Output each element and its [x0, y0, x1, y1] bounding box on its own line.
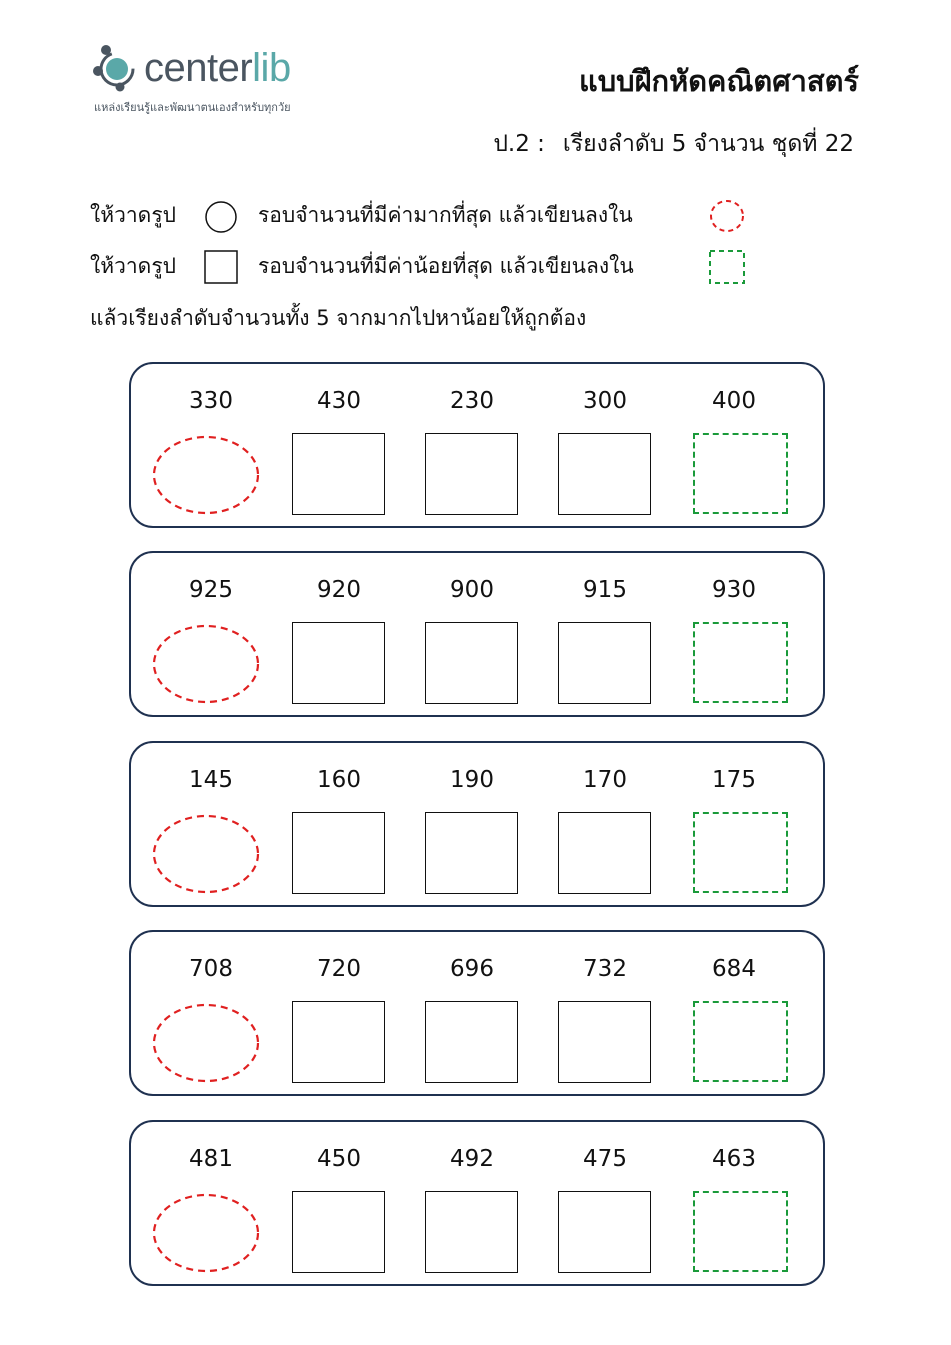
exercise-row: [129, 362, 825, 528]
smallest-number-slot[interactable]: [693, 622, 788, 703]
answer-box[interactable]: [425, 1191, 518, 1273]
circle-shape-icon: [203, 201, 239, 233]
smallest-number-slot[interactable]: [693, 433, 788, 514]
brand-logo: [92, 40, 342, 115]
number-value: 175: [712, 767, 756, 793]
brand-tagline: แหล่งเรียนรู้และพัฒนาตนเองสำหรับทุกวัย: [94, 101, 291, 114]
number-value: 708: [189, 956, 233, 982]
exercise-row: [129, 741, 825, 907]
number-value: 475: [583, 1146, 627, 1172]
grade-label: ป.2 :: [493, 131, 545, 157]
answer-box[interactable]: [292, 1191, 385, 1273]
number-value: 300: [583, 388, 627, 414]
exercise-row: [129, 1120, 825, 1286]
number-value: 330: [189, 388, 233, 414]
largest-number-slot[interactable]: [151, 1193, 263, 1275]
number-value: 492: [450, 1146, 494, 1172]
smallest-number-slot[interactable]: [693, 1001, 788, 1082]
green-dashed-square-icon: [708, 249, 746, 285]
smallest-number-slot[interactable]: [693, 812, 788, 893]
answer-box[interactable]: [558, 433, 651, 515]
number-value: 160: [317, 767, 361, 793]
page-title: แบบฝึกหัดคณิตศาสตร์: [579, 64, 859, 98]
brand-name: centerlib: [144, 46, 291, 90]
number-value: 925: [189, 577, 233, 603]
number-value: 481: [189, 1146, 233, 1172]
answer-box[interactable]: [558, 1001, 651, 1083]
number-value: 732: [583, 956, 627, 982]
largest-number-slot[interactable]: [151, 624, 263, 706]
answer-box[interactable]: [558, 1191, 651, 1273]
number-value: 190: [450, 767, 494, 793]
instruction-line-max: ให้วาดรูป รอบจำนวนที่มีค่ามากที่สุด แล้วเขียนลงใน: [90, 197, 770, 233]
exercise-row: [129, 930, 825, 1096]
answer-box[interactable]: [425, 433, 518, 515]
molecule-icon: [92, 42, 142, 92]
largest-number-slot[interactable]: [151, 435, 263, 517]
number-value: 720: [317, 956, 361, 982]
largest-number-slot[interactable]: [151, 1003, 263, 1085]
answer-box[interactable]: [292, 622, 385, 704]
red-dashed-circle-icon: [708, 199, 748, 233]
topic-label: เรียงลำดับ 5 จำนวน ชุดที่ 22: [562, 131, 854, 157]
number-value: 920: [317, 577, 361, 603]
number-value: 230: [450, 388, 494, 414]
answer-box[interactable]: [425, 1001, 518, 1083]
number-value: 430: [317, 388, 361, 414]
number-value: 930: [712, 577, 756, 603]
answer-box[interactable]: [425, 622, 518, 704]
largest-number-slot[interactable]: [151, 814, 263, 896]
number-value: 400: [712, 388, 756, 414]
answer-box[interactable]: [425, 812, 518, 894]
answer-box[interactable]: [558, 622, 651, 704]
page-subtitle: [493, 126, 854, 162]
number-value: 915: [583, 577, 627, 603]
number-value: 696: [450, 956, 494, 982]
instruction-line-min: ให้วาดรูป รอบจำนวนที่มีค่าน้อยที่สุด แล้วเขียนลงใน: [90, 248, 770, 284]
answer-box[interactable]: [292, 812, 385, 894]
number-value: 900: [450, 577, 494, 603]
square-shape-icon: [203, 249, 239, 285]
answer-box[interactable]: [292, 433, 385, 515]
exercise-row: [129, 551, 825, 717]
number-value: 145: [189, 767, 233, 793]
answer-box[interactable]: [292, 1001, 385, 1083]
number-value: 463: [712, 1146, 756, 1172]
number-value: 450: [317, 1146, 361, 1172]
smallest-number-slot[interactable]: [693, 1191, 788, 1272]
answer-box[interactable]: [558, 812, 651, 894]
number-value: 684: [712, 956, 756, 982]
instruction-line-order: แล้วเรียงลำดับจำนวนทั้ง 5 จากมากไปหาน้อยให้ถูกต้อง: [90, 306, 587, 330]
number-value: 170: [583, 767, 627, 793]
